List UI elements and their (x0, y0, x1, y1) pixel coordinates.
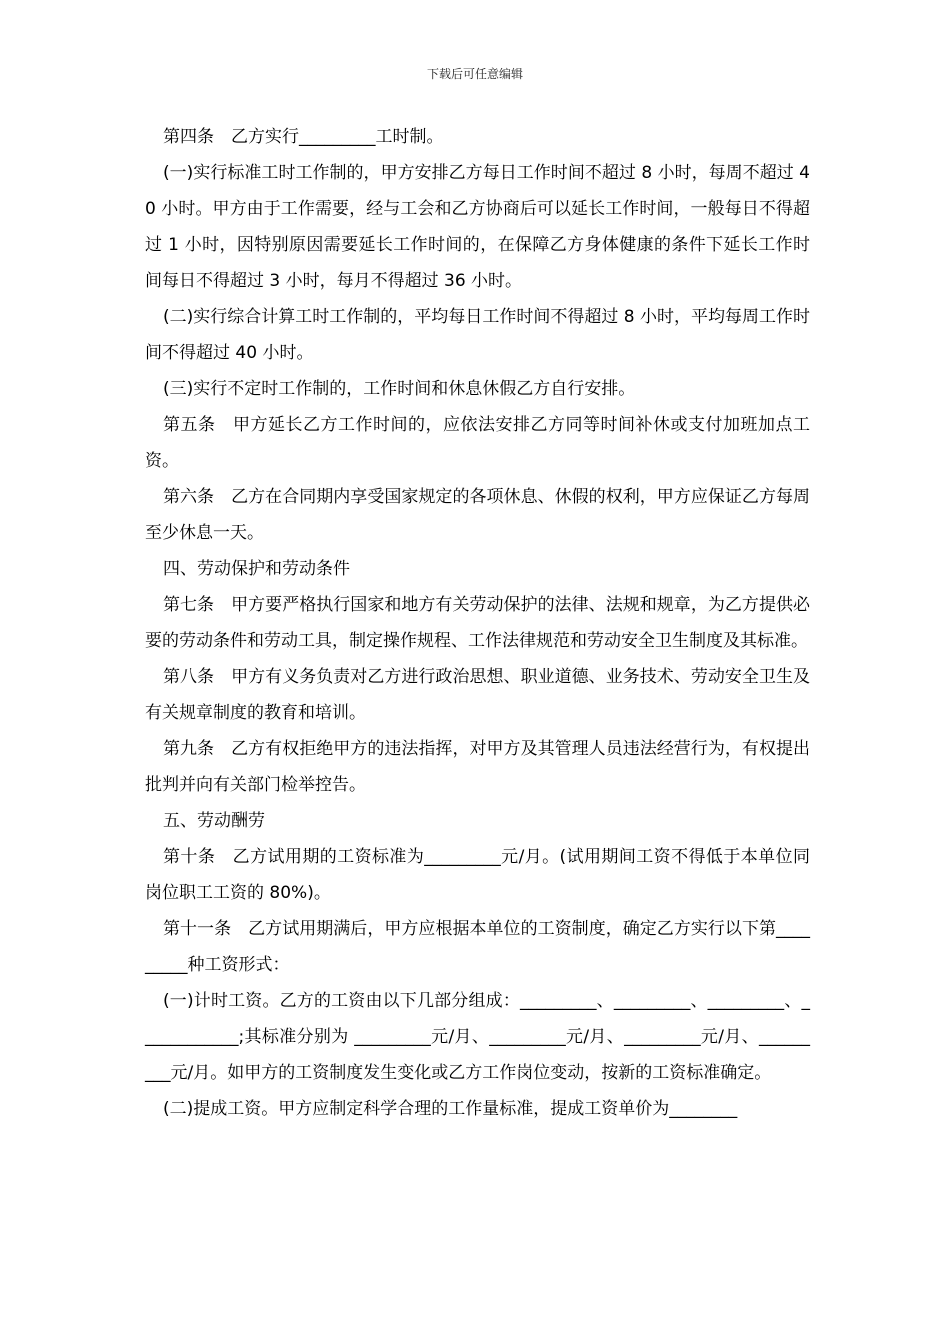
article-8: 第八条 甲方有义务负责对乙方进行政治思想、职业道德、业务技术、劳动安全卫生及有关规章制度的教育和培训。 (145, 667, 810, 723)
article-11-item-2: (二)提成工资。甲方应制定科学合理的工作量标准，提成工资单价为________ (163, 1099, 738, 1119)
article-7: 第七条 甲方要严格执行国家和地方有关劳动保护的法律、法规和规章，为乙方提供必要的劳动条件和劳动工具，制定操作规程、工作法律规范和劳动安全卫生制度及其标准。 (145, 595, 810, 651)
article-4-item-2: (二)实行综合计算工时工作制的，平均每日工作时间不得超过 8 小时，平均每周工作时间不得超过 40 小时。 (145, 307, 810, 363)
article-11: 第十一条 乙方试用期满后，甲方应根据本单位的工资制度，确定乙方实行以下第_________种工资形式： (145, 919, 810, 975)
article-4: 第四条 乙方实行_________工时制。 (163, 127, 444, 147)
section-heading-5: 五、劳动酬劳 (163, 811, 265, 831)
article-6: 第六条 乙方在合同期内享受国家规定的各项休息、休假的权利，甲方应保证乙方每周至少休息一天。 (145, 487, 810, 543)
page-header: 下载后可任意编辑 (426, 67, 523, 81)
article-4-item-1: (一)实行标准工时工作制的，甲方安排乙方每日工作时间不超过 8 小时，每周不超过 40 小时。甲方由于工作需要，经与工会和乙方协商后可以延长工作时间，一般每日不得超过 1 小时，因特别原因需要延长工作时间的，在保障乙方身体健康的条件下延长工作时间每日不得超过 3 小时，每月不得超过 36 小时。 (145, 163, 810, 291)
article-11-item-1: (一)计时工资。乙方的工资由以下几部分组成：_________、_________、_________、____________;其标准分别为 _________元/月、_________元/月、_________元/月、_________元/月。如甲方的工资制度发生变化或乙方工作岗位变动，按新的工资标准确定。 (145, 991, 810, 1083)
document-body (145, 119, 810, 1127)
section-heading-4: 四、劳动保护和劳动条件 (163, 559, 350, 579)
article-4-item-3: (三)实行不定时工作制的，工作时间和休息休假乙方自行安排。 (163, 379, 636, 399)
article-5: 第五条 甲方延长乙方工作时间的，应依法安排乙方同等时间补休或支付加班加点工资。 (145, 415, 810, 471)
article-9: 第九条 乙方有权拒绝甲方的违法指挥，对甲方及其管理人员违法经营行为，有权提出批判并向有关部门检举控告。 (145, 739, 810, 795)
article-10: 第十条 乙方试用期的工资标准为_________元/月。(试用期间工资不得低于本单位同岗位职工工资的 80%)。 (145, 847, 810, 903)
